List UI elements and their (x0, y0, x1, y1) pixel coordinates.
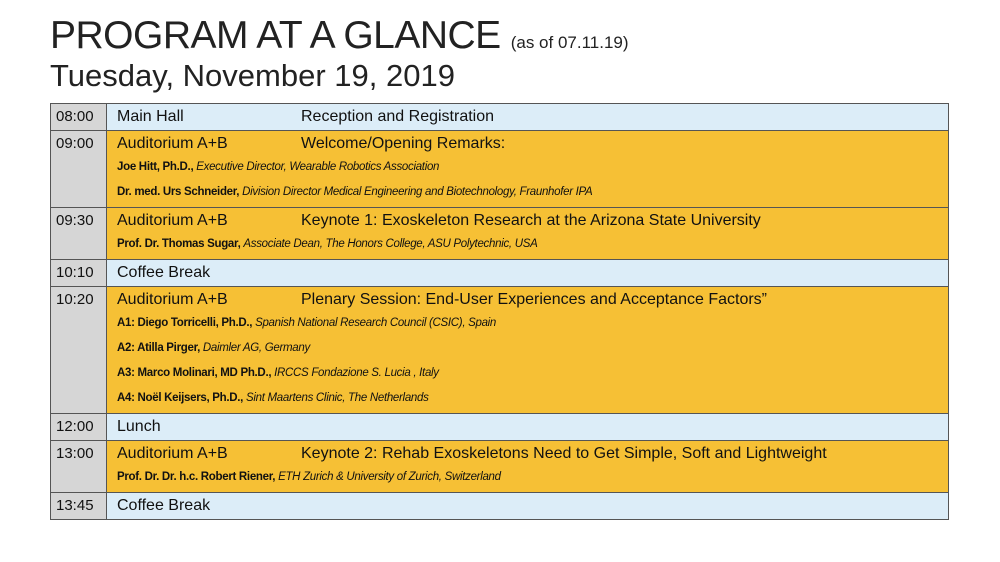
speaker-line (117, 360, 948, 385)
session-title (301, 417, 948, 437)
speaker-name: Joe Hitt, Ph.D., (117, 161, 194, 173)
speaker-line (117, 385, 948, 410)
schedule-table (50, 103, 949, 520)
version-note: (as of 07.11.19) (510, 33, 629, 52)
time-cell: 09:30 (51, 208, 107, 259)
speaker-name: A2: Atilla Pirger, (117, 342, 201, 354)
speaker-name: Dr. med. Urs Schneider, (117, 186, 240, 198)
session-cell (107, 104, 948, 130)
session-location: Main Hall (117, 108, 184, 125)
session-location: Auditorium A+B (117, 445, 228, 462)
time-cell: 13:00 (51, 441, 107, 492)
speaker-name: Prof. Dr. Thomas Sugar, (117, 238, 241, 250)
speaker-affiliation: Division Director Medical Engineering and Biotechnology, Fraunhofer IPA (242, 186, 593, 198)
session-location: Auditorium A+B (117, 212, 228, 229)
speaker-affiliation: Spanish National Research Council (CSIC), Spain (255, 317, 497, 329)
time-cell: 08:00 (51, 104, 107, 130)
schedule-row (51, 207, 948, 259)
session-cell (107, 414, 948, 440)
speaker-line (117, 335, 948, 360)
schedule-row (51, 130, 948, 207)
session-title: Welcome/Opening Remarks: (301, 135, 506, 152)
speaker-line (117, 179, 948, 204)
session-location: Auditorium A+B (117, 291, 228, 308)
session-title (301, 263, 948, 283)
session-cell (107, 493, 948, 519)
speaker-affiliation: ETH Zurich & University of Zurich, Switzerland (278, 471, 501, 483)
speaker-affiliation: Executive Director, Wearable Robotics Association (196, 161, 440, 173)
time-cell: 12:00 (51, 414, 107, 440)
session-location: Lunch (117, 418, 161, 435)
session-cell (107, 131, 948, 207)
schedule-row (51, 440, 948, 492)
schedule-row (51, 286, 948, 413)
time-cell: 09:00 (51, 131, 107, 207)
time-cell: 10:20 (51, 287, 107, 413)
session-title (301, 496, 948, 516)
speaker-name: Prof. Dr. Dr. h.c. Robert Riener, (117, 471, 276, 483)
schedule-row (51, 104, 948, 130)
page-title: PROGRAM AT A GLANCE (50, 14, 501, 57)
speaker-affiliation: Associate Dean, The Honors College, ASU Polytechnic, USA (243, 238, 538, 250)
session-location: Auditorium A+B (117, 135, 228, 152)
session-cell (107, 208, 948, 259)
speaker-line (117, 464, 948, 489)
session-cell (107, 287, 948, 413)
speaker-line (117, 231, 948, 256)
event-date: Tuesday, November 19, 2019 (50, 58, 455, 93)
session-location: Coffee Break (117, 497, 211, 514)
speaker-affiliation: Sint Maartens Clinic, The Netherlands (245, 392, 429, 404)
schedule-row (51, 492, 948, 519)
session-title: Keynote 2: Rehab Exoskeletons Need to Get Simple, Soft and Lightweight (301, 445, 827, 462)
schedule-row (51, 259, 948, 286)
speaker-name: A4: Noël Keijsers, Ph.D., (117, 392, 244, 404)
speaker-name: A3: Marco Molinari, MD Ph.D., (117, 367, 272, 379)
speaker-line (117, 154, 948, 179)
session-cell (107, 260, 948, 286)
session-location: Coffee Break (117, 264, 211, 281)
schedule-row (51, 413, 948, 440)
page-title-line (50, 14, 629, 58)
time-cell: 10:10 (51, 260, 107, 286)
time-cell: 13:45 (51, 493, 107, 519)
speaker-line (117, 310, 948, 335)
session-title: Reception and Registration (301, 108, 495, 125)
session-cell (107, 441, 948, 492)
session-title: Keynote 1: Exoskeleton Research at the Arizona State University (301, 212, 761, 229)
speaker-affiliation: IRCCS Fondazione S. Lucia , Italy (274, 367, 439, 379)
speaker-name: A1: Diego Torricelli, Ph.D., (117, 317, 253, 329)
speaker-affiliation: Daimler AG, Germany (202, 342, 310, 354)
session-title: Plenary Session: End-User Experiences and Acceptance Factors” (301, 291, 768, 308)
